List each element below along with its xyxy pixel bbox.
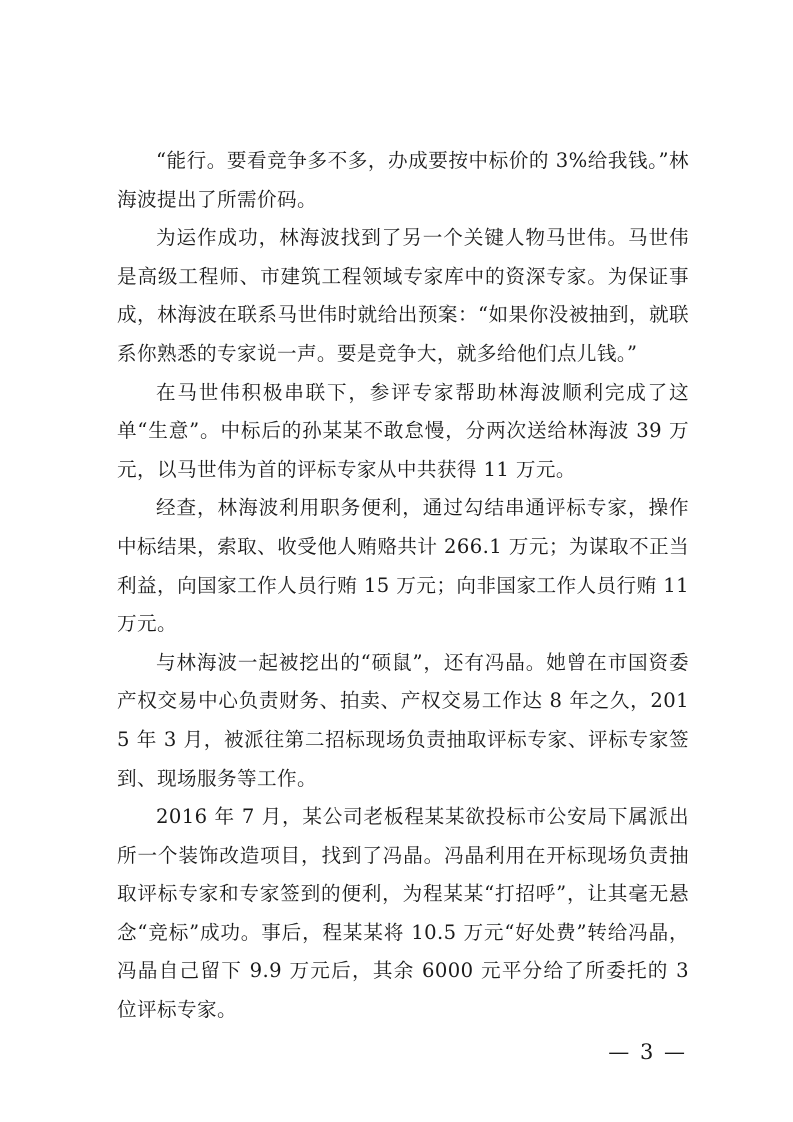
paragraph-1: “能行。要看竞争多不多，办成要按中标价的 3%给我钱。”林海波提出了所需价码。 <box>117 149 689 211</box>
document-body <box>117 142 689 1030</box>
paragraph-5: 与林海波一起被挖出的“硕鼠”，还有冯晶。她曾在市国资委产权交易中心负责财务、拍卖、产权交易工作达 8 年之久，2015 年 3 月，被派往第二招标现场负责抽取评标专家、评标专家签到、现场服务等工作。 <box>117 650 689 790</box>
paragraph-3: 在马世伟积极串联下，参评专家帮助林海波顺利完成了这单“生意”。中标后的孙某某不敢怠慢，分两次送给林海波 39 万元，以马世伟为首的评标专家从中共获得 11 万元。 <box>117 380 689 481</box>
paragraph-6: 2016 年 7 月，某公司老板程某某欲投标市公安局下属派出所一个装饰改造项目，找到了冯晶。冯晶利用在开标现场负责抽取评标专家和专家签到的便利，为程某某“打招呼”，让其毫无悬念“竞标”成功。事后，程某某将 10.5 万元“好处费”转给冯晶，冯晶自己留下 9.9 万元后，其余 6000 元平分给了所委托的 3 位评标专家。 <box>117 805 689 1022</box>
paragraph-2: 为运作成功，林海波找到了另一个关键人物马世伟。马世伟是高级工程师、市建筑工程领域专家库中的资深专家。为保证事成，林海波在联系马世伟时就给出预案：“如果你没被抽到，就联系你熟悉的专家说一声。要是竞争大，就多给他们点儿钱。” <box>117 226 689 365</box>
paragraph-4: 经查，林海波利用职务便利，通过勾结串通评标专家，操作中标结果，索取、收受他人贿赂共计 266.1 万元；为谋取不正当利益，向国家工作人员行贿 15 万元；向非国家工作人员行贿 11 万元。 <box>117 496 689 636</box>
page-number: — 3 — <box>608 1040 687 1064</box>
